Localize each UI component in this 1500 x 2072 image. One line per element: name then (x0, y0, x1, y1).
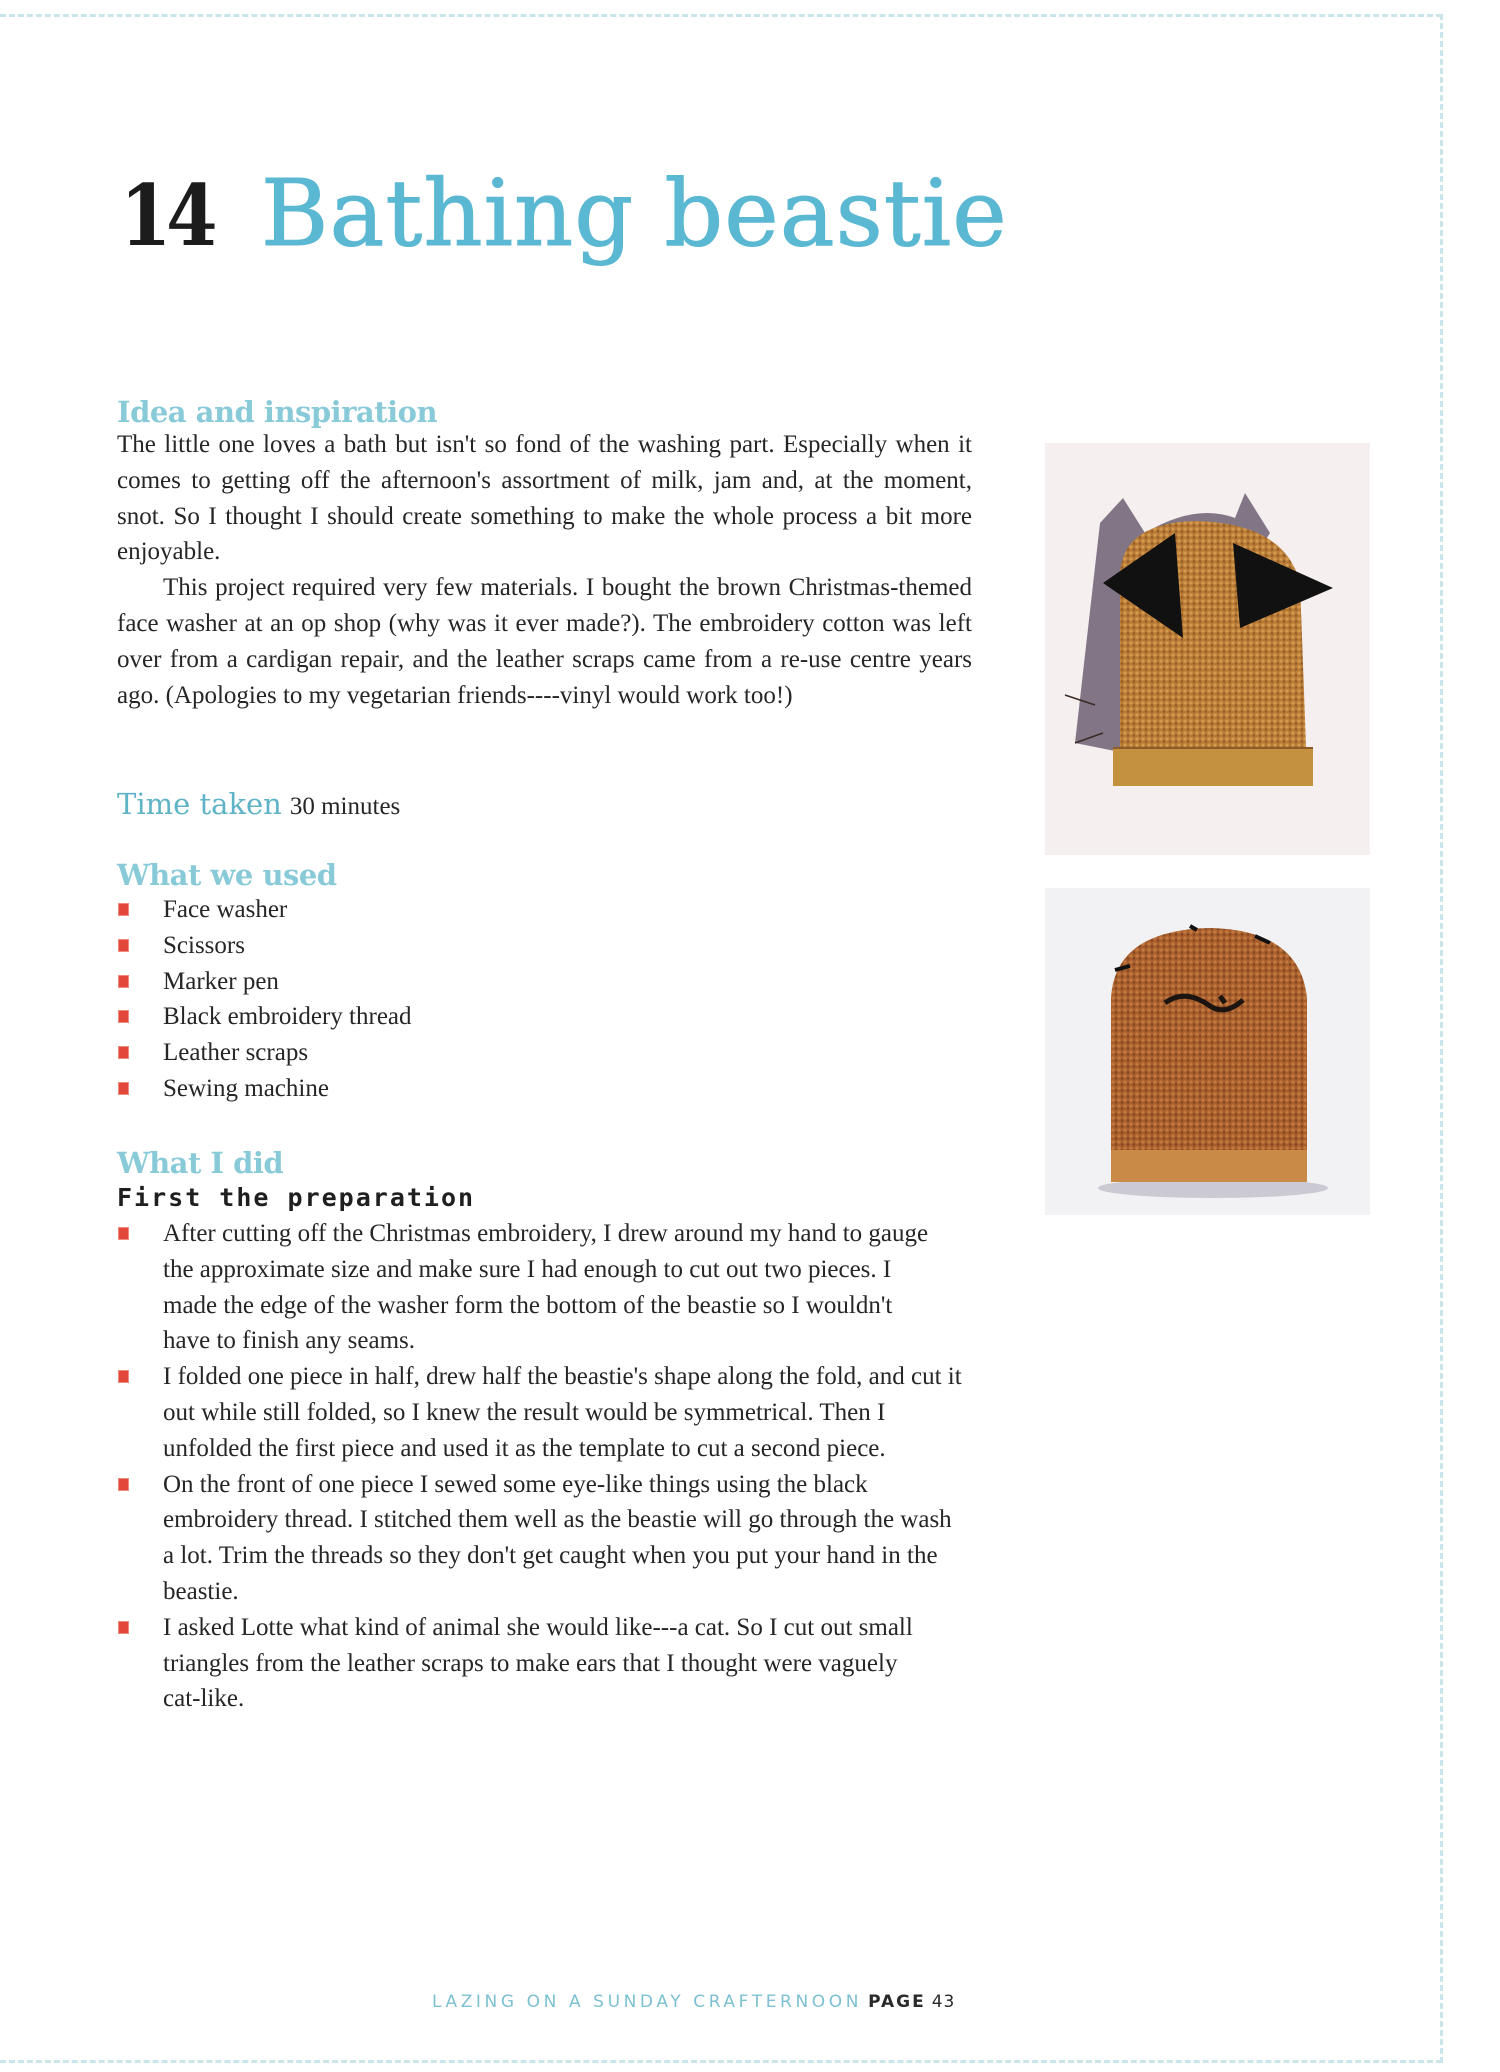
page-number: 43 (931, 1992, 956, 2012)
time-label: Time taken (117, 787, 282, 821)
step-item: After cutting off the Christmas embroidery, I drew around my hand to gauge the approximate size and make sure I had enough to cut out two pieces. I made the edge of the washer form the bottom of the beastie so I wouldn't have to finish any seams. (117, 1216, 972, 1359)
list-item: Face washer (117, 892, 972, 928)
step-item: On the front of one piece I sewed some eye-like things using the black embroidery thread. I stitched them well as the beastie will go through the wash a lot. Trim the threads so they don't get caught when you put your hand in the beastie. (117, 1467, 972, 1610)
red-square-bullet-icon (118, 1478, 129, 1491)
idea-paragraph-2: This project required very few materials. I bought the brown Christmas-themed face washer at an op shop (why was it ever made?). The embroidery cotton was left over from a cardigan repair, and the leather scraps came from a re-use centre years ago. (Apologies to my vegetarian friends----vinyl would work too!) (117, 574, 972, 709)
list-item: Marker pen (117, 964, 972, 1000)
red-square-bullet-icon (118, 903, 129, 916)
photo-finished-beastie (1045, 888, 1370, 1215)
idea-heading: Idea and inspiration (117, 395, 438, 429)
finished-beastie-image (1045, 888, 1370, 1215)
page-title (120, 160, 1008, 280)
list-item: Scissors (117, 928, 972, 964)
step-item: I asked Lotte what kind of animal she would like---a cat. So I cut out small triangles from the leather scraps to make ears that I thought were vaguely cat-like. (117, 1610, 972, 1717)
materials-list (117, 892, 972, 1107)
red-square-bullet-icon (118, 975, 129, 988)
page-border-right (1440, 14, 1443, 2063)
red-square-bullet-icon (118, 1227, 129, 1240)
page-label: PAGE (868, 1992, 926, 2012)
time-taken (117, 787, 400, 821)
time-value: 30 minutes (289, 793, 401, 820)
red-square-bullet-icon (118, 1370, 129, 1383)
list-item: Black embroidery thread (117, 999, 972, 1035)
list-item: Leather scraps (117, 1035, 972, 1071)
red-square-bullet-icon (118, 939, 129, 952)
page-footer (432, 1992, 955, 2012)
photo-beastie-ears (1045, 443, 1370, 855)
materials-heading: What we used (117, 858, 337, 892)
steps-subheading: First the preparation (117, 1183, 476, 1212)
idea-section (117, 395, 972, 713)
steps-list (117, 1216, 972, 1717)
list-item: Sewing machine (117, 1071, 972, 1107)
chapter-number: 14 (120, 166, 213, 265)
materials-section (117, 858, 972, 1107)
steps-section (117, 1146, 972, 1717)
idea-paragraph-1: The little one loves a bath but isn't so fond of the washing part. Especially when it comes to getting off the afternoon's assortment of milk, jam and, at the moment, snot. So I thought I should create something to make the whole process a bit more enjoyable. (117, 431, 972, 566)
red-square-bullet-icon (118, 1046, 129, 1059)
red-square-bullet-icon (118, 1010, 129, 1023)
page-border-bottom (0, 2060, 1442, 2063)
chapter-title: Bathing beastie (260, 160, 1008, 267)
red-square-bullet-icon (118, 1082, 129, 1095)
page-border-top (0, 14, 1442, 17)
book-title: LAZING ON A SUNDAY CRAFTERNOON (432, 1992, 863, 2012)
step-item: I folded one piece in half, drew half the beastie's shape along the fold, and cut it out while still folded, so I knew the result would be symmetrical. Then I unfolded the first piece and used it as the template to cut a second piece. (117, 1359, 972, 1466)
steps-heading: What I did (117, 1146, 284, 1180)
red-square-bullet-icon (118, 1621, 129, 1634)
beastie-with-ears-image (1045, 443, 1370, 855)
